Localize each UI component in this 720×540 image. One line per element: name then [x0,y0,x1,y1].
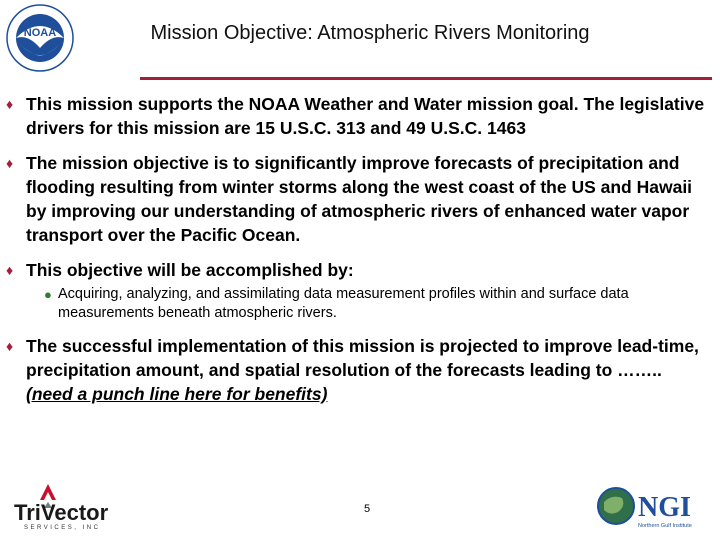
trivector-logo-text: TriVector [14,500,109,525]
diamond-bullet-icon: ♦ [6,96,14,112]
noaa-logo [6,4,74,72]
bullet-item [6,334,706,406]
trivector-logo [12,482,112,530]
diamond-bullet-icon: ♦ [6,338,14,354]
ngi-logo [596,486,702,530]
trivector-logo-subtext: SERVICES, INC [24,525,101,530]
bullet-text: This objective will be accomplished by: [26,260,354,280]
bullet-text: The successful implementation of this mission is projected to improve lead-time, precipitation amount, and spatial resolution of the forecasts leading to …….. [26,336,699,380]
diamond-bullet-icon: ♦ [6,155,14,171]
ngi-logo-text: NGI [638,492,691,523]
title-divider [140,77,712,80]
bullet-item [6,92,706,140]
diamond-bullet-icon: ♦ [6,262,14,278]
bullet-item [6,258,706,323]
sub-bullet-item [26,285,706,323]
page-title: Mission Objective: Atmospheric Rivers Monitoring [150,22,590,44]
noaa-logo-text: NOAA [23,27,57,39]
ngi-logo-subtext: Northern Gulf Institute [638,523,692,529]
emphasis-text: (need a punch line here for benefits) [26,384,328,404]
page-number: 5 [364,503,371,515]
dot-bullet-icon: ● [44,287,52,302]
bullet-list [6,92,706,417]
bullet-item [6,151,706,247]
sub-bullet-text: Acquiring, analyzing, and assimilating data measurement profiles within and surface data measurements beneath atmospheric rivers. [58,286,629,321]
bullet-text: The mission objective is to significantly improve forecasts of precipitation and flooding resulting from winter storms along the west coast of the US and Hawaii by improving our understanding of atmospheric rivers of enhanced water vapor transport over the Pacific Ocean. [26,153,693,245]
bullet-text: This mission supports the NOAA Weather and Water mission goal. The legislative drivers for this mission are 15 U.S.C. 313 and 49 U.S.C. 1463 [26,94,705,138]
